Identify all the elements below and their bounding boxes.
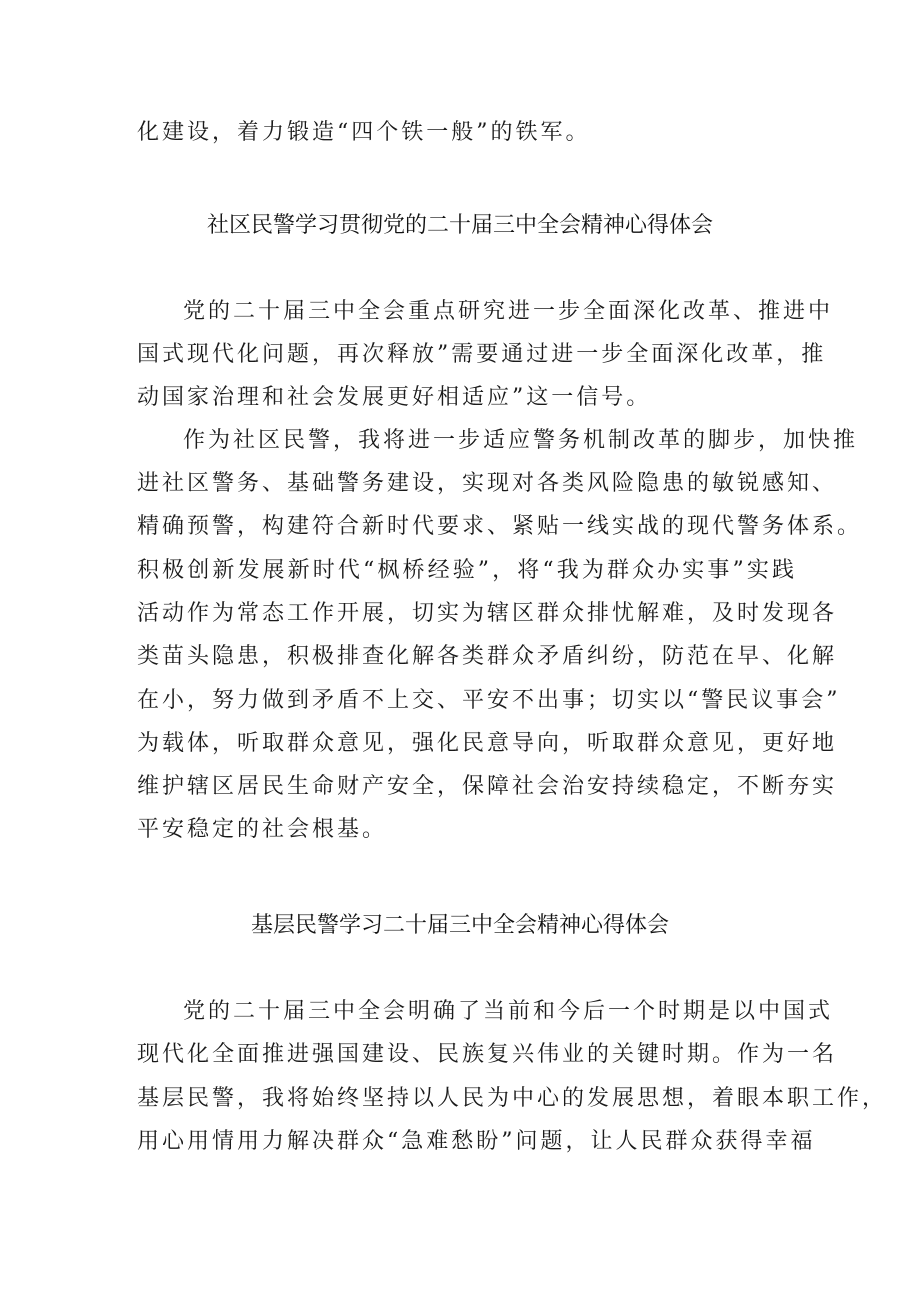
paragraph-line: 作为社区民警，我将进一步适应警务机制改革的脚步，加快推 [183, 428, 859, 453]
section-title: 社区民警学习贯彻党的二十届三中全会精神心得体会 [206, 213, 713, 238]
paragraph-line: 党的二十届三中全会明确了当前和今后一个时期是以中国式 [183, 999, 834, 1024]
paragraph-line: 党的二十届三中全会重点研究进一步全面深化改革、推进中 [183, 299, 834, 324]
paragraph-line: 国式现代化问题，再次释放”需要通过进一步全面深化改革，推 [137, 342, 827, 367]
paragraph-line: 积极创新发展新时代“枫桥经验”，将“我为群众办实事”实践 [137, 558, 797, 583]
paragraph-line: 维护辖区居民生命财产安全，保障社会治安持续稳定，不断夯实 [137, 774, 838, 799]
paragraph-line: 动国家治理和社会发展更好相适应”这一信号。 [137, 385, 652, 410]
paragraph-line: 化建设，着力锻造“四个铁一般”的铁军。 [137, 120, 591, 145]
paragraph-line: 在小，努力做到矛盾不上交、平安不出事；切实以“警民议事会” [137, 688, 841, 713]
paragraph-line: 现代化全面推进强国建设、民族复兴伟业的关键时期。作为一名 [137, 1042, 838, 1067]
paragraph-line: 平安稳定的社会根基。 [137, 817, 388, 842]
paragraph-line: 基层民警，我将始终坚持以人民为中心的发展思想，着眼本职工作， [137, 1086, 888, 1111]
paragraph-line: 为载体，听取群众意见，强化民意导向，听取群众意见，更好地 [137, 731, 838, 756]
paragraph-line: 用心用情用力解决群众“急难愁盼”问题，让人民群众获得幸福 [137, 1129, 816, 1154]
paragraph-line: 精确预警，构建符合新时代要求、紧贴一线实战的现代警务体系。 [137, 514, 863, 539]
paragraph-line: 活动作为常态工作开展，切实为辖区群众排忧解难，及时发现各 [137, 601, 838, 626]
section-title: 基层民警学习二十届三中全会精神心得体会 [250, 913, 669, 938]
paragraph-line: 类苗头隐患，积极排查化解各类群众矛盾纠纷，防范在早、化解 [137, 644, 838, 669]
paragraph-line: 进社区警务、基础警务建设，实现对各类风险隐患的敏锐感知、 [137, 471, 838, 496]
